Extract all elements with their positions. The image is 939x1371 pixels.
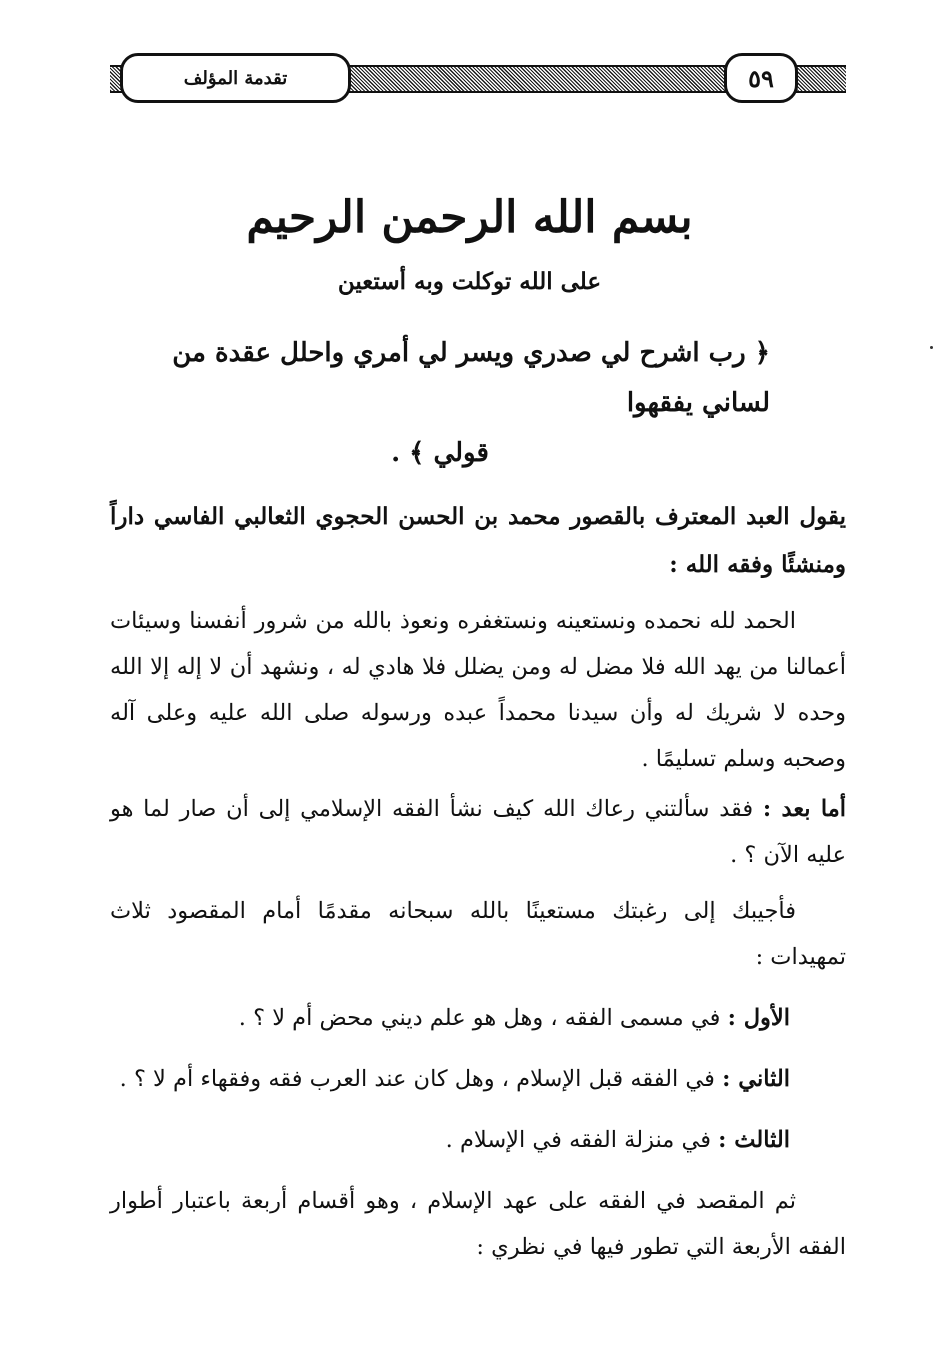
basmala-heading: بسم الله الرحمن الرحيم	[246, 192, 693, 243]
list-item	[110, 1118, 790, 1162]
ajib-paragraph: فأجيبك إلى رغبتك مستعينًا بالله سبحانه مقدمًا أمام المقصود ثلاث تمهيدات :	[110, 898, 846, 970]
quran-verse-line-2: قولي ﴾ .	[391, 438, 489, 468]
thumma-paragraph: ثم المقصد في الفقه على عهد الإسلام ، وهو أقسام أربعة باعتبار أطوار الفقه الأربعة التي تطور فيها في نظري :	[110, 1188, 846, 1260]
tawakkul-line: على الله توكلت وبه أستعين	[337, 268, 602, 295]
amma-baad-text: فقد سألتني رعاك الله كيف نشأ الفقه الإسلامي إلى أن صار لما هو عليه الآن ؟ .	[110, 796, 846, 868]
list-item	[110, 1057, 790, 1101]
list-item	[110, 996, 790, 1040]
list-item-text: في الفقه قبل الإسلام ، وهل كان عند العرب فقه وفقهاء أم لا ؟ .	[119, 1066, 715, 1092]
quran-verse	[110, 328, 770, 478]
scan-speck	[930, 346, 933, 349]
amma-baad-label: أما بعد :	[762, 796, 847, 822]
page-header	[110, 52, 846, 104]
list-item-label: الأول :	[727, 1005, 790, 1031]
list-item-label: الثاني :	[722, 1066, 790, 1092]
intro-paragraph: يقول العبد المعترف بالقصور محمد بن الحسن الحجوي الثعالبي الفاسي داراً ومنشئًا وفقه الله :	[110, 503, 846, 578]
hamd-paragraph: الحمد لله نحمده ونستعينه ونستغفره ونعوذ بالله من شرور أنفسنا وسيئات أعمالنا من يهد الله فلا مضل له ومن يضلل فلا هادي له ، ونشهد أن لا إله إلا الله وحده لا شريك له وأن سيدنا محمداً عبده ورسوله صلى الله عليه وعلى آله وصحبه وسلم تسليمًا .	[110, 608, 846, 772]
header-title: تقدمة المؤلف	[120, 53, 351, 103]
list-item-text: في منزلة الفقه في الإسلام .	[445, 1127, 711, 1153]
page-number: ٥٩	[724, 53, 798, 103]
amma-baad-paragraph	[110, 786, 846, 878]
list-item-text: في مسمى الفقه ، وهل هو علم ديني محض أم لا ؟ .	[238, 1005, 721, 1031]
list-item-label: الثالث :	[718, 1127, 790, 1153]
quran-verse-line-1: ﴿ رب اشرح لي صدري ويسر لي أمري واحلل عقدة من لساني يفقهوا	[172, 338, 770, 418]
